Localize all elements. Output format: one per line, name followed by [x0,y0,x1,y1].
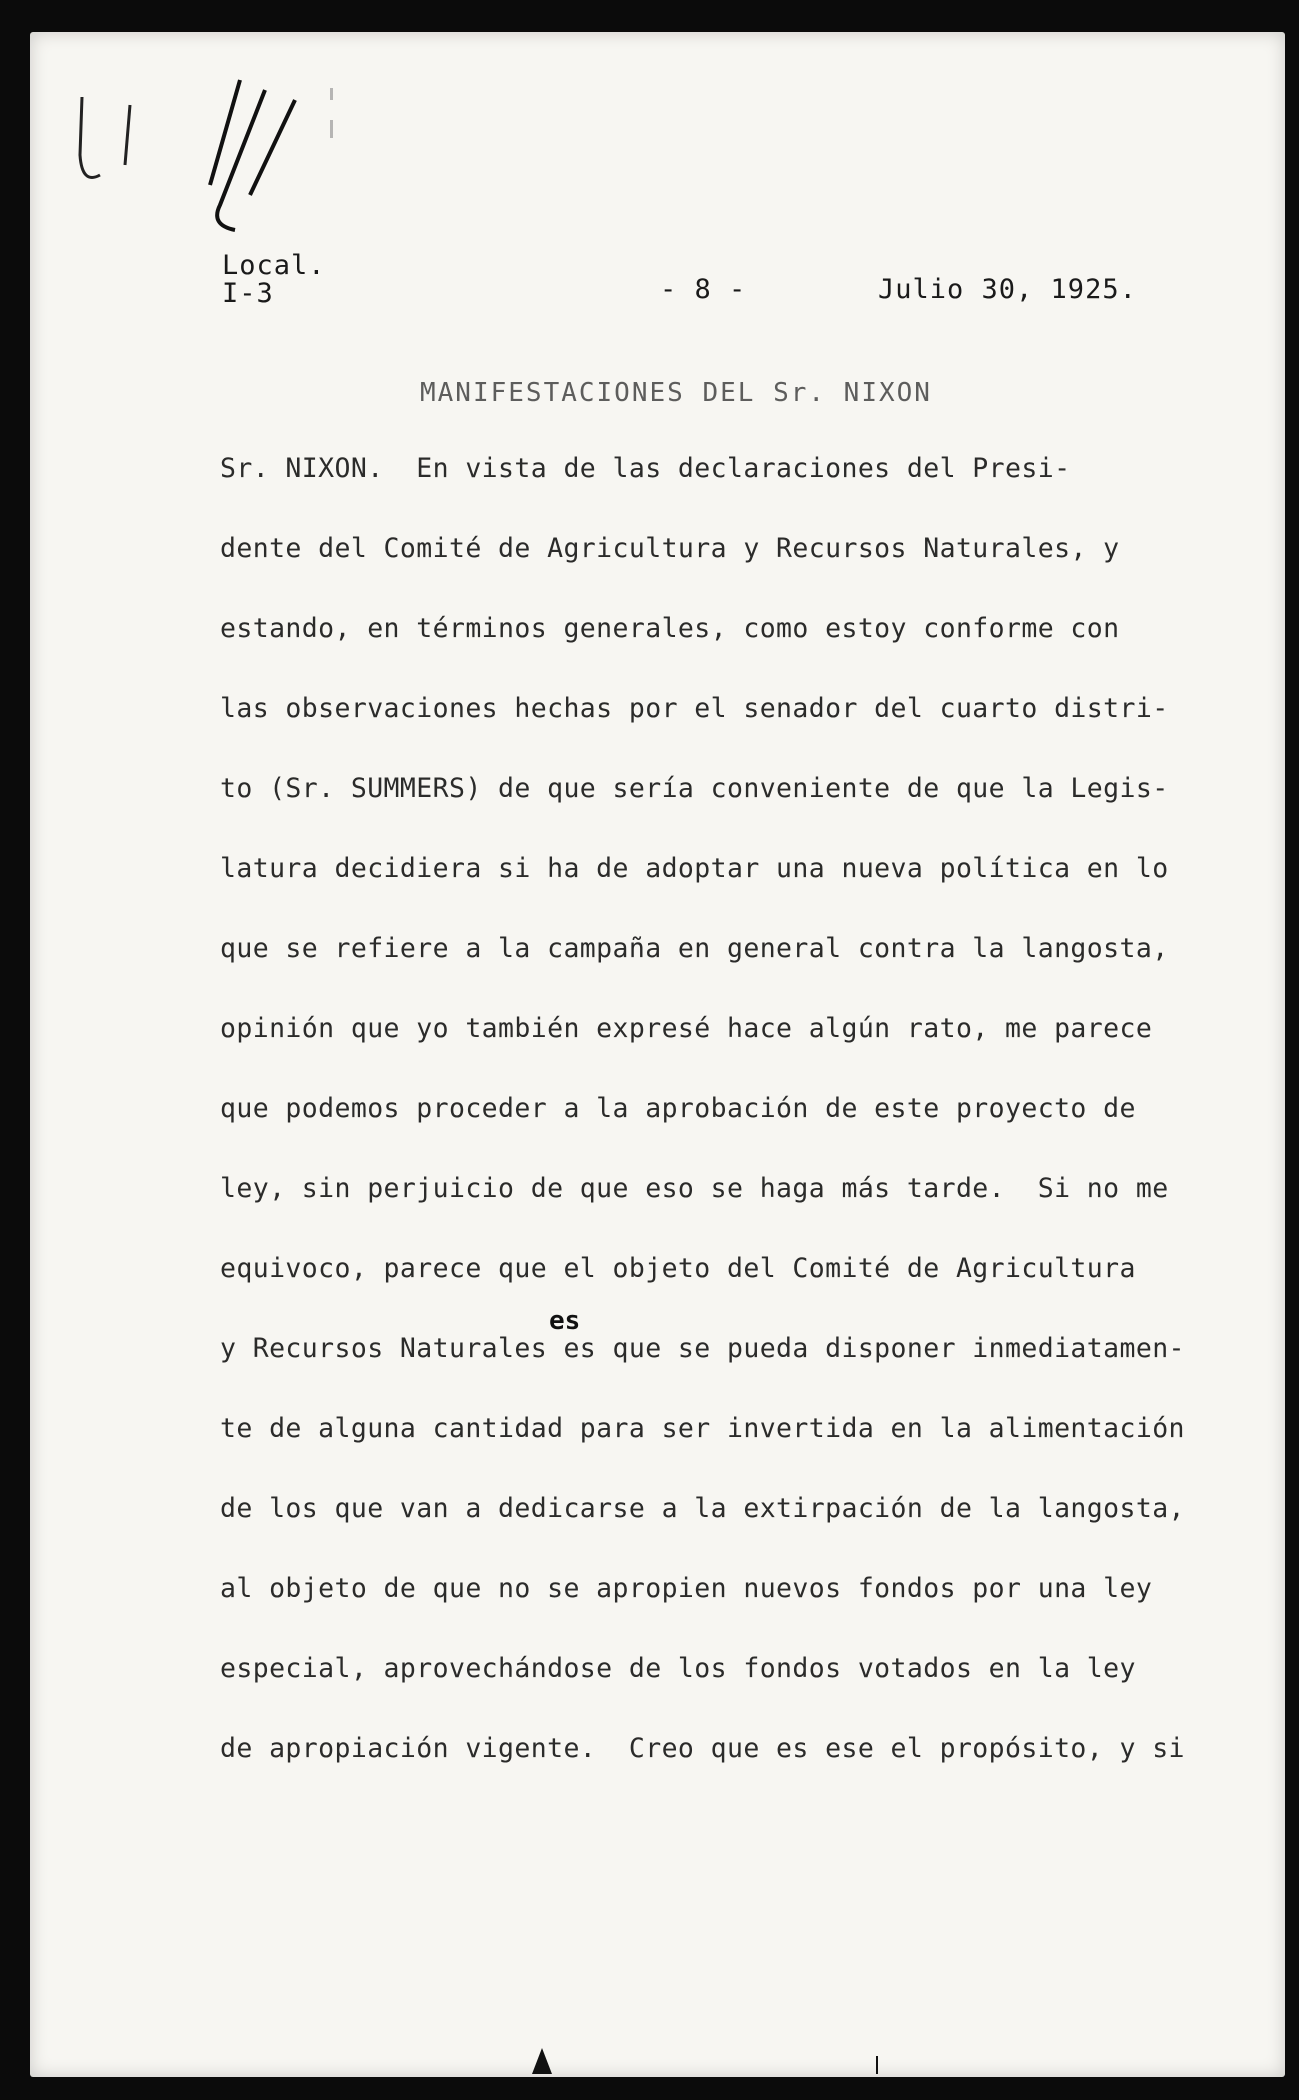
text-line: to (Sr. SUMMERS) de que sería conveniente de que la Legis- [220,773,1169,804]
text-line: equivoco, parece que el objeto del Comité de Agricultura [220,1253,1136,1284]
margin-mark [330,120,333,138]
text-line: te de alguna cantidad para ser invertida en la alimentación [220,1413,1185,1444]
document-title: MANIFESTACIONES DEL Sr. NIXON [420,378,932,408]
text-line: las observaciones hechas por el senador del cuarto distri- [220,693,1169,724]
margin-mark [330,88,333,100]
reference-code-line-1: Local. [222,250,326,281]
page-number: - 8 - [660,274,747,305]
text-line: que podemos proceder a la aprobación de este proyecto de [220,1093,1136,1124]
text-line: opinión que yo también expresé hace algún rato, me parece [220,1013,1153,1044]
handwritten-mark [70,35,370,255]
text-line: especial, aprovechándose de los fondos votados en la ley [220,1653,1136,1684]
text-line: latura decidiera si ha de adoptar una nueva política en lo [220,853,1169,884]
text-line: de apropiación vigente. Creo que es ese el propósito, y si [220,1733,1185,1764]
text-line: que se refiere a la campaña en general contra la langosta, [220,933,1169,964]
text-line: de los que van a dedicarse a la extirpación de la langosta, [220,1493,1185,1524]
text-line: estando, en términos generales, como estoy conforme con [220,613,1120,644]
bottom-edge-mark [872,2056,882,2076]
interlinear-correction: es [549,1306,581,1336]
reference-code-line-2: I-3 [222,278,274,309]
text-line: dente del Comité de Agricultura y Recursos Naturales, y [220,533,1120,564]
document-date: Julio 30, 1925. [878,274,1137,305]
text-line: ley, sin perjuicio de que eso se haga más tarde. Si no me [220,1173,1169,1204]
bottom-edge-mark [528,2046,556,2076]
text-line: al objeto de que no se apropien nuevos fondos por una ley [220,1573,1153,1604]
text-line: y Recursos Naturales es que se pueda disponer inmediatamen- [220,1333,1185,1364]
transcript-body [220,450,1185,1810]
text-line: Sr. NIXON. En vista de las declaraciones del Presi- [220,453,1071,484]
